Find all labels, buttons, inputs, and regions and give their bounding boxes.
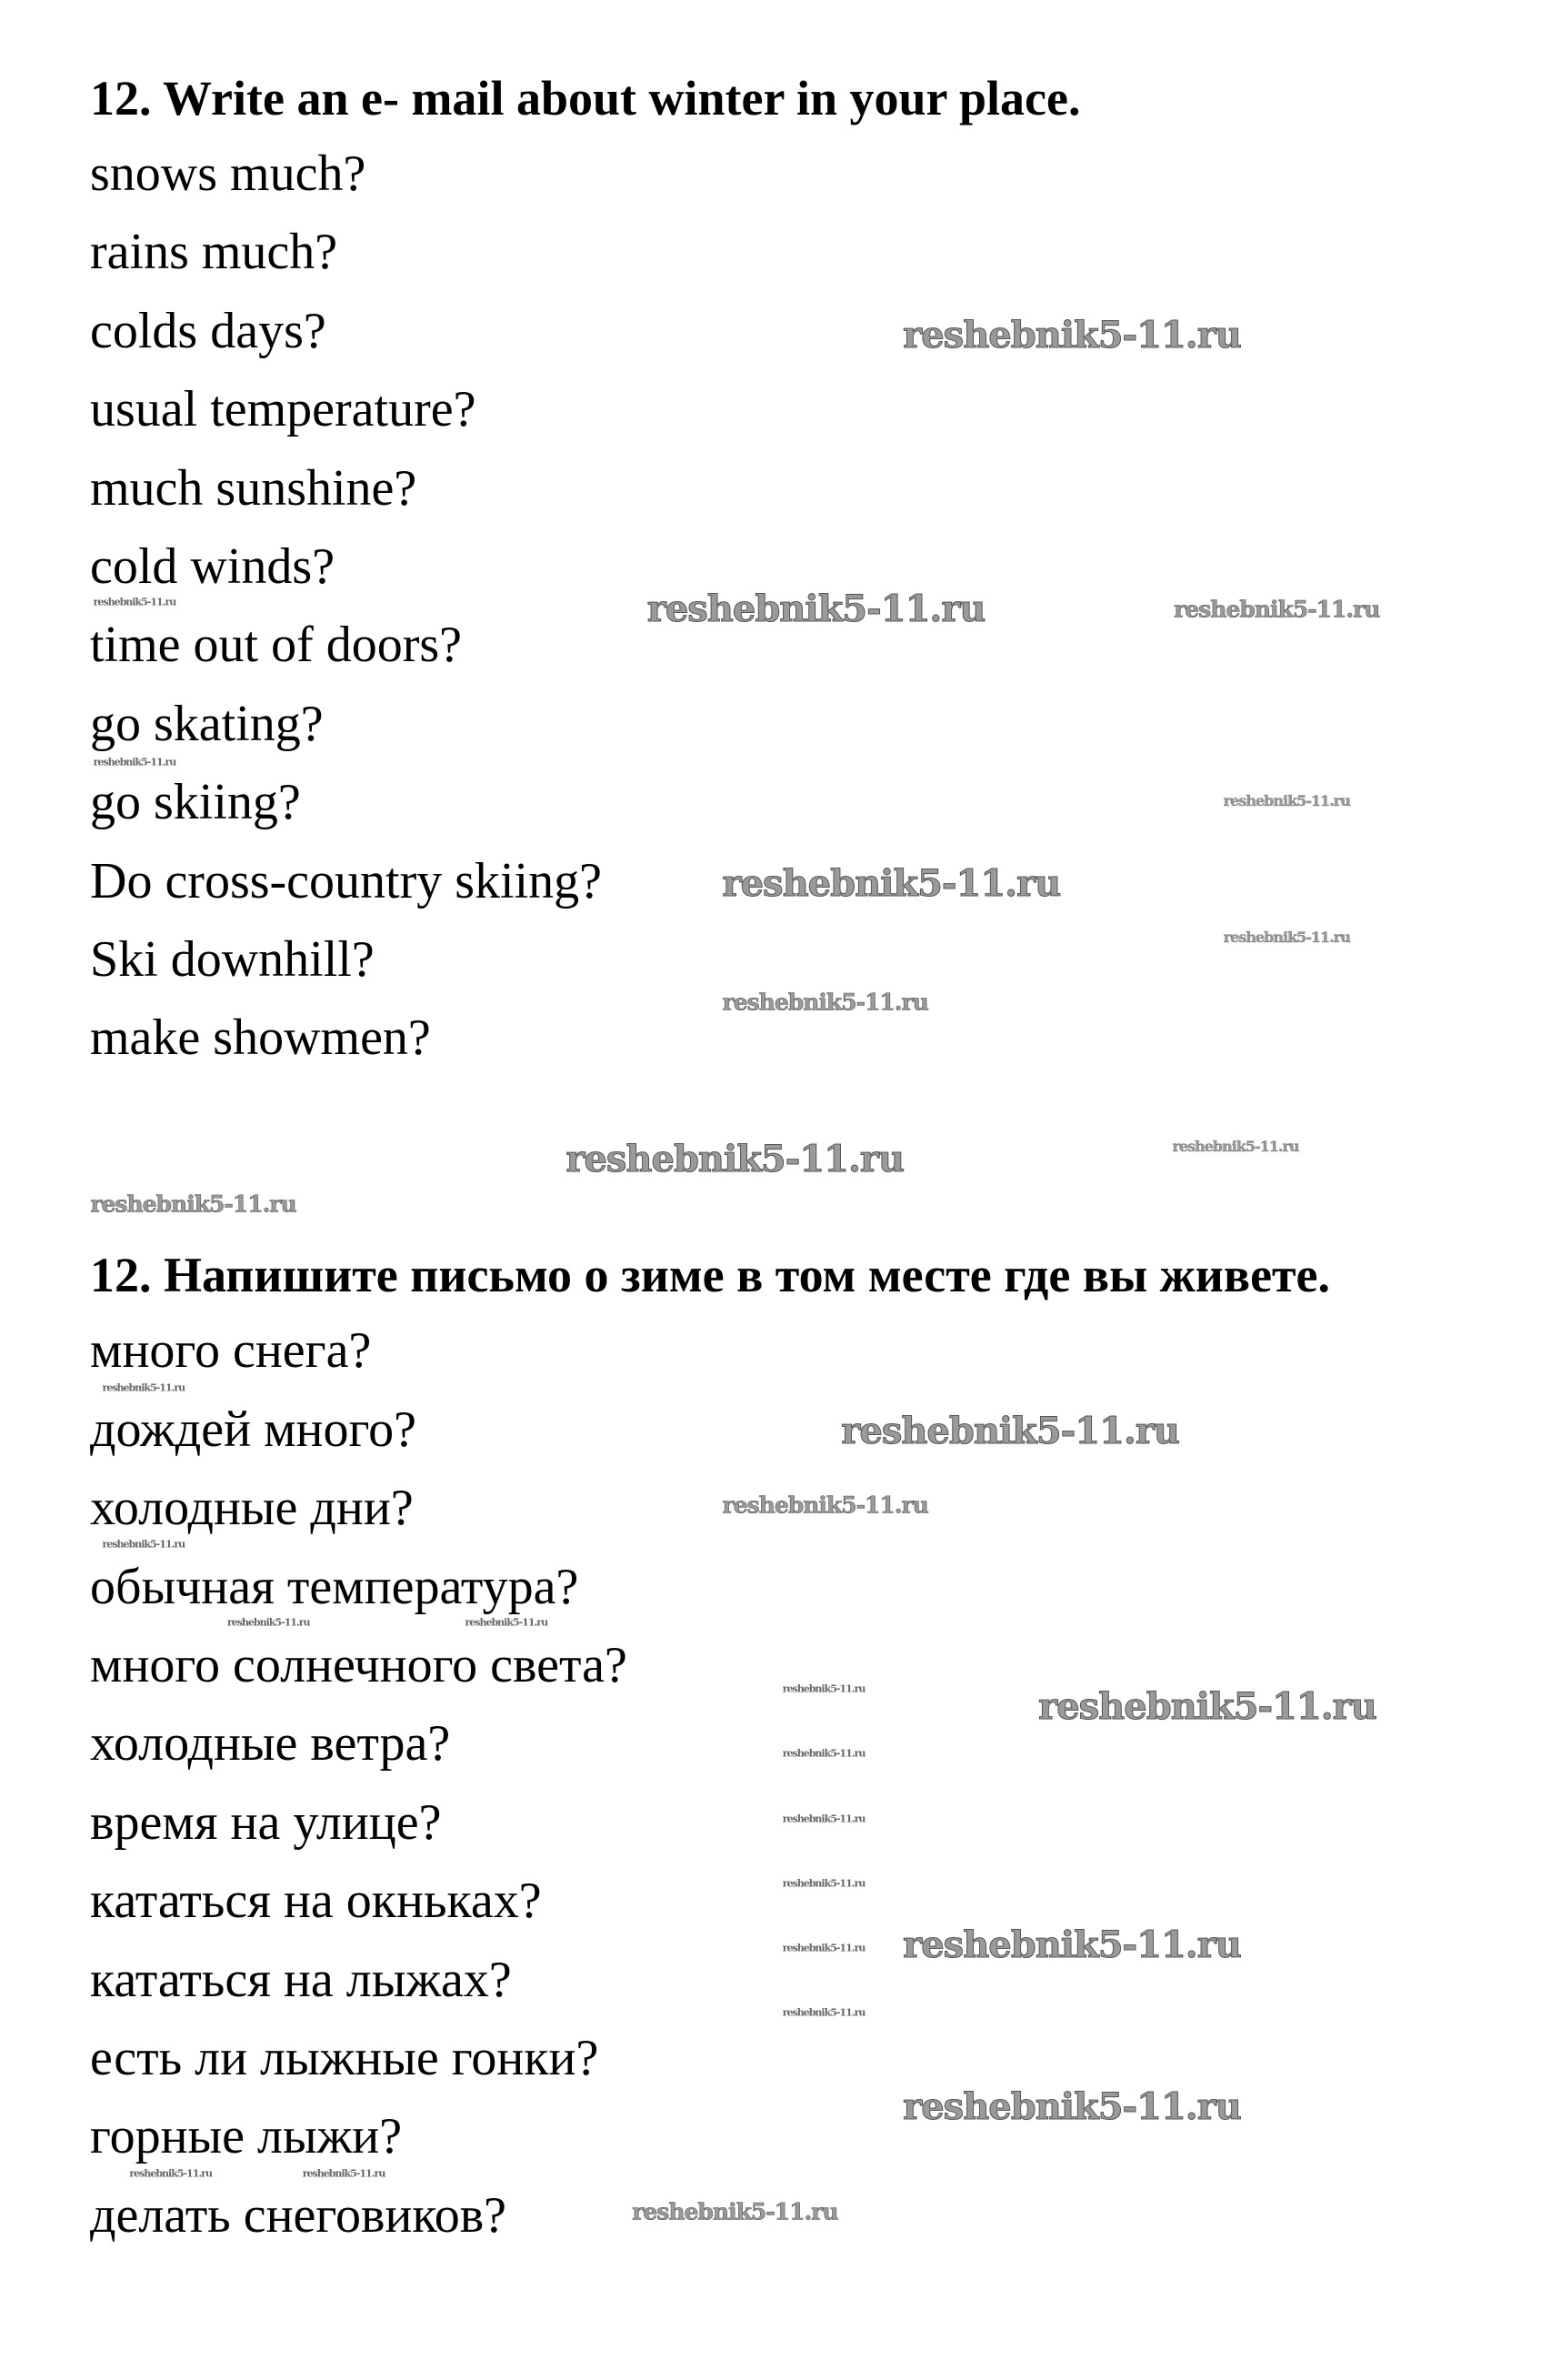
question-item: go skating? (90, 695, 324, 752)
watermark-text: reshebnik5-11.ru (129, 2167, 212, 2180)
question-item: colds days? (90, 302, 326, 359)
question-item: дождей много? (90, 1401, 416, 1458)
question-item: обычная температура? (90, 1558, 579, 1615)
watermark-text: reshebnik5-11.ru (782, 1942, 866, 1954)
watermark-text: reshebnik5-11.ru (782, 1682, 866, 1695)
exercise-title: 12. Напишите письмо о зиме в том месте где вы живете. (90, 1248, 1331, 1303)
question-item: время на улице? (90, 1793, 442, 1851)
watermark-text: reshebnik5-11.ru (565, 1137, 905, 1180)
question-item: time out of doors? (90, 617, 463, 674)
watermark-text: reshebnik5-11.ru (90, 1190, 296, 1218)
watermark-text: reshebnik5-11.ru (1223, 791, 1350, 809)
watermark-text: reshebnik5-11.ru (722, 861, 1061, 905)
watermark-text: reshebnik5-11.ru (782, 1877, 866, 1890)
watermark-text: reshebnik5-11.ru (782, 1747, 866, 1760)
exercise-title: 12. Write an e- mail about winter in your place. (90, 70, 1081, 126)
watermark-text: reshebnik5-11.ru (1038, 1685, 1376, 1729)
question-item: snows much? (90, 145, 366, 202)
watermark-text: reshebnik5-11.ru (1174, 596, 1380, 623)
question-item: много солнечного света? (90, 1637, 627, 1694)
watermark-text: reshebnik5-11.ru (93, 596, 176, 608)
watermark-text: reshebnik5-11.ru (632, 2198, 838, 2225)
watermark-text: reshebnik5-11.ru (903, 314, 1241, 357)
question-item: make showmen? (90, 1009, 431, 1067)
question-item: much sunshine? (90, 459, 417, 517)
watermark-text: reshebnik5-11.ru (102, 1381, 185, 1394)
question-item: много снега? (90, 1322, 372, 1380)
watermark-text: reshebnik5-11.ru (841, 1410, 1180, 1453)
watermark-text: reshebnik5-11.ru (903, 1923, 1241, 1966)
question-item: rains much? (90, 224, 338, 281)
question-item: делать снеговиков? (90, 2186, 507, 2244)
question-item: Do cross-country skiing? (90, 852, 603, 909)
question-item: кататься на лыжах? (90, 1951, 512, 2008)
watermark-text: reshebnik5-11.ru (782, 1813, 866, 1825)
question-item: go skiing? (90, 774, 301, 831)
question-item: кататься на окньках? (90, 1873, 542, 1930)
watermark-text: reshebnik5-11.ru (1223, 929, 1350, 947)
watermark-text: reshebnik5-11.ru (302, 2167, 385, 2180)
question-item: холодные дни? (90, 1480, 414, 1537)
watermark-text: reshebnik5-11.ru (226, 1616, 310, 1629)
question-item: горные лыжи? (90, 2108, 403, 2165)
question-item: usual temperature? (90, 381, 476, 438)
watermark-text: reshebnik5-11.ru (722, 1491, 928, 1519)
watermark-text: reshebnik5-11.ru (1172, 1138, 1299, 1156)
question-item: есть ли лыжные гонки? (90, 2030, 599, 2087)
watermark-text: reshebnik5-11.ru (722, 989, 928, 1016)
watermark-text: reshebnik5-11.ru (646, 587, 986, 631)
watermark-text: reshebnik5-11.ru (93, 756, 176, 768)
watermark-text: reshebnik5-11.ru (903, 2085, 1241, 2129)
question-item: холодные ветра? (90, 1715, 451, 1772)
watermark-text: reshebnik5-11.ru (465, 1616, 548, 1629)
watermark-text: reshebnik5-11.ru (102, 1538, 185, 1551)
question-item: Ski downhill? (90, 931, 375, 989)
watermark-text: reshebnik5-11.ru (782, 2006, 866, 2019)
question-item: cold winds? (90, 538, 335, 595)
